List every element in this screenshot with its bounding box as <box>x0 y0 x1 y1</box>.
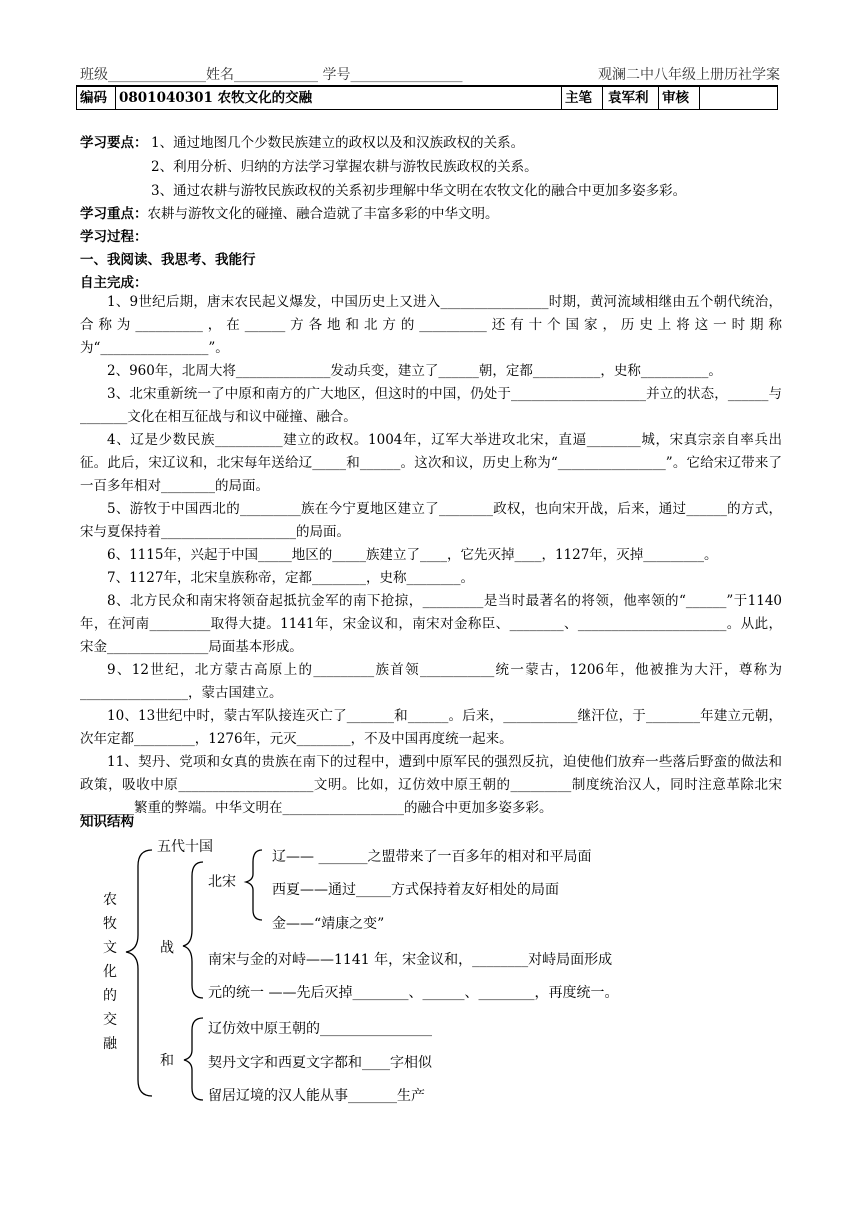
structure-heading: 知识结构 <box>80 814 134 830</box>
question-item: 10、13世纪中时，蒙古军队接连灭亡了_______和______。后来，___________继汗位，于________年建立元朝，次年定都_________，1276年，元灭________，不及中国再度统一起来。 <box>80 708 782 747</box>
five-dynasties-label: 五代十国 <box>157 839 213 855</box>
structure-root: 农牧文化的交融 <box>103 892 117 1052</box>
peace-item: 留居辽境的汉人能从事_______生产 <box>208 1088 425 1104</box>
peace-label: 和 <box>160 1053 174 1069</box>
focus-text: 农耕与游牧文化的碰撞、融合造就了丰富多彩的中华文明。 <box>147 206 499 222</box>
liao-line: 辽—— _______之盟带来了一百多年的相对和平局面 <box>272 849 592 865</box>
question-item: 5、游牧于中国西北的_________族在今宁夏地区建立了________政权，也向宋开战，后来，通过______的方式，宋与夏保持着____________________的局面。 <box>80 501 782 540</box>
code-title: 0801040301 农牧文化的交融 <box>119 90 313 106</box>
objective-item: 1、通过地图几个少数民族建立的政权以及和汉族政权的关系。 <box>151 135 525 151</box>
question-item: 7、1127年，北宋皇族称帝，定都________，史称________。 <box>107 570 474 586</box>
objective-item: 3、通过农耕与游牧民族政权的关系初步理解中华文明在农牧文化的融合中更加多姿多彩。 <box>151 183 687 199</box>
author-name: 袁军利 <box>608 90 649 106</box>
header-school-course: 观澜二中八年级上册历社学案 <box>598 67 780 83</box>
focus-label: 学习重点： <box>80 206 148 222</box>
question-item: 3、北宋重新统一了中原和南方的广大地区，但这时的中国，仍处于____________________并立的状态，______与_______文化在相互征战与和议中碰撞、融合。 <box>80 386 782 425</box>
peace-item: 辽仿效中原王朝的________________ <box>208 1021 432 1037</box>
question-item: 1、9世纪后期，唐末农民起义爆发，中国历史上又进入________________时期，黄河流域相继由五个朝代统治，合称为__________，在______方各地和北方的__________还有十个国家，历史上将这一时期称为“________________”。 <box>80 294 782 356</box>
objective-item: 2、利用分析、归纳的方法学习掌握农耕与游牧民族政权的关系。 <box>151 159 538 175</box>
question-item: 11、契丹、党项和女真的贵族在南下的过程中，遭到中原军民的强烈反抗，迫使他们放弃一些落后野蛮的做法和政策，吸收中原____________________文明。比如，辽仿效中原王朝的_________制度统治汉人，同时注意革除北宋________繁重的弊端。中华文明在__________________的融合中更加多姿多彩。 <box>80 754 782 816</box>
northern-song-label: 北宋 <box>208 874 236 890</box>
section-heading: 一、我阅读、我思考、我能行 <box>80 252 256 268</box>
yuan-line: 元的统一 ——先后灭掉________、______、________，再度统一。 <box>208 985 619 1001</box>
southern-song-line: 南宋与金的对峙——1141 年，宋金议和，________对峙局面形成 <box>208 952 613 968</box>
question-item: 6、1115年，兴起于中国_____地区的_____族建立了____，它先灭掉____，1127年，灭掉_________。 <box>107 547 718 563</box>
code-label: 编码 <box>80 90 107 106</box>
objectives-label: 学习要点： <box>80 135 148 151</box>
process-heading: 学习过程： <box>80 229 148 245</box>
author-label: 主笔 <box>565 90 592 106</box>
peace-item: 契丹文字和西夏文字都和____字相似 <box>208 1055 432 1071</box>
review-label: 审核 <box>662 90 689 106</box>
question-item: 8、北方民众和南宋将领奋起抵抗金军的南下抢掠，_________是当时最著名的将领，他率领的“______”于1140年，在河南_________取得大捷。1141年，宋金议和，南宋对金称臣、________、______________________。从此，宋金_______________局面基本形成。 <box>80 593 782 655</box>
header-class-name-id: 班级______________姓名____________ 学号________________ <box>80 67 463 83</box>
question-item: 4、辽是少数民族__________建立的政权。1004年，辽军大举进攻北宋，直逼________城，宋真宗亲自率兵出征。此后，宋辽议和，北宋每年送给辽_____和______。这次和议，历史上称为“________________”。它给宋辽带来了一百多年相对________的局面。 <box>80 432 782 494</box>
xixia-line: 西夏——通过_____方式保持着友好相处的局面 <box>272 882 559 898</box>
question-item: 9、12世纪，北方蒙古高原上的_________族首领___________统一蒙古，1206年，他被推为大汗，尊称为________________，蒙古国建立。 <box>80 662 782 701</box>
self-study-heading: 自主完成： <box>80 275 148 291</box>
jin-line: 金——“靖康之变” <box>272 916 385 932</box>
war-label: 战 <box>160 940 174 956</box>
question-item: 2、960年，北周大将______________发动兵变，建立了______朝，定都__________，史称__________。 <box>107 363 722 379</box>
